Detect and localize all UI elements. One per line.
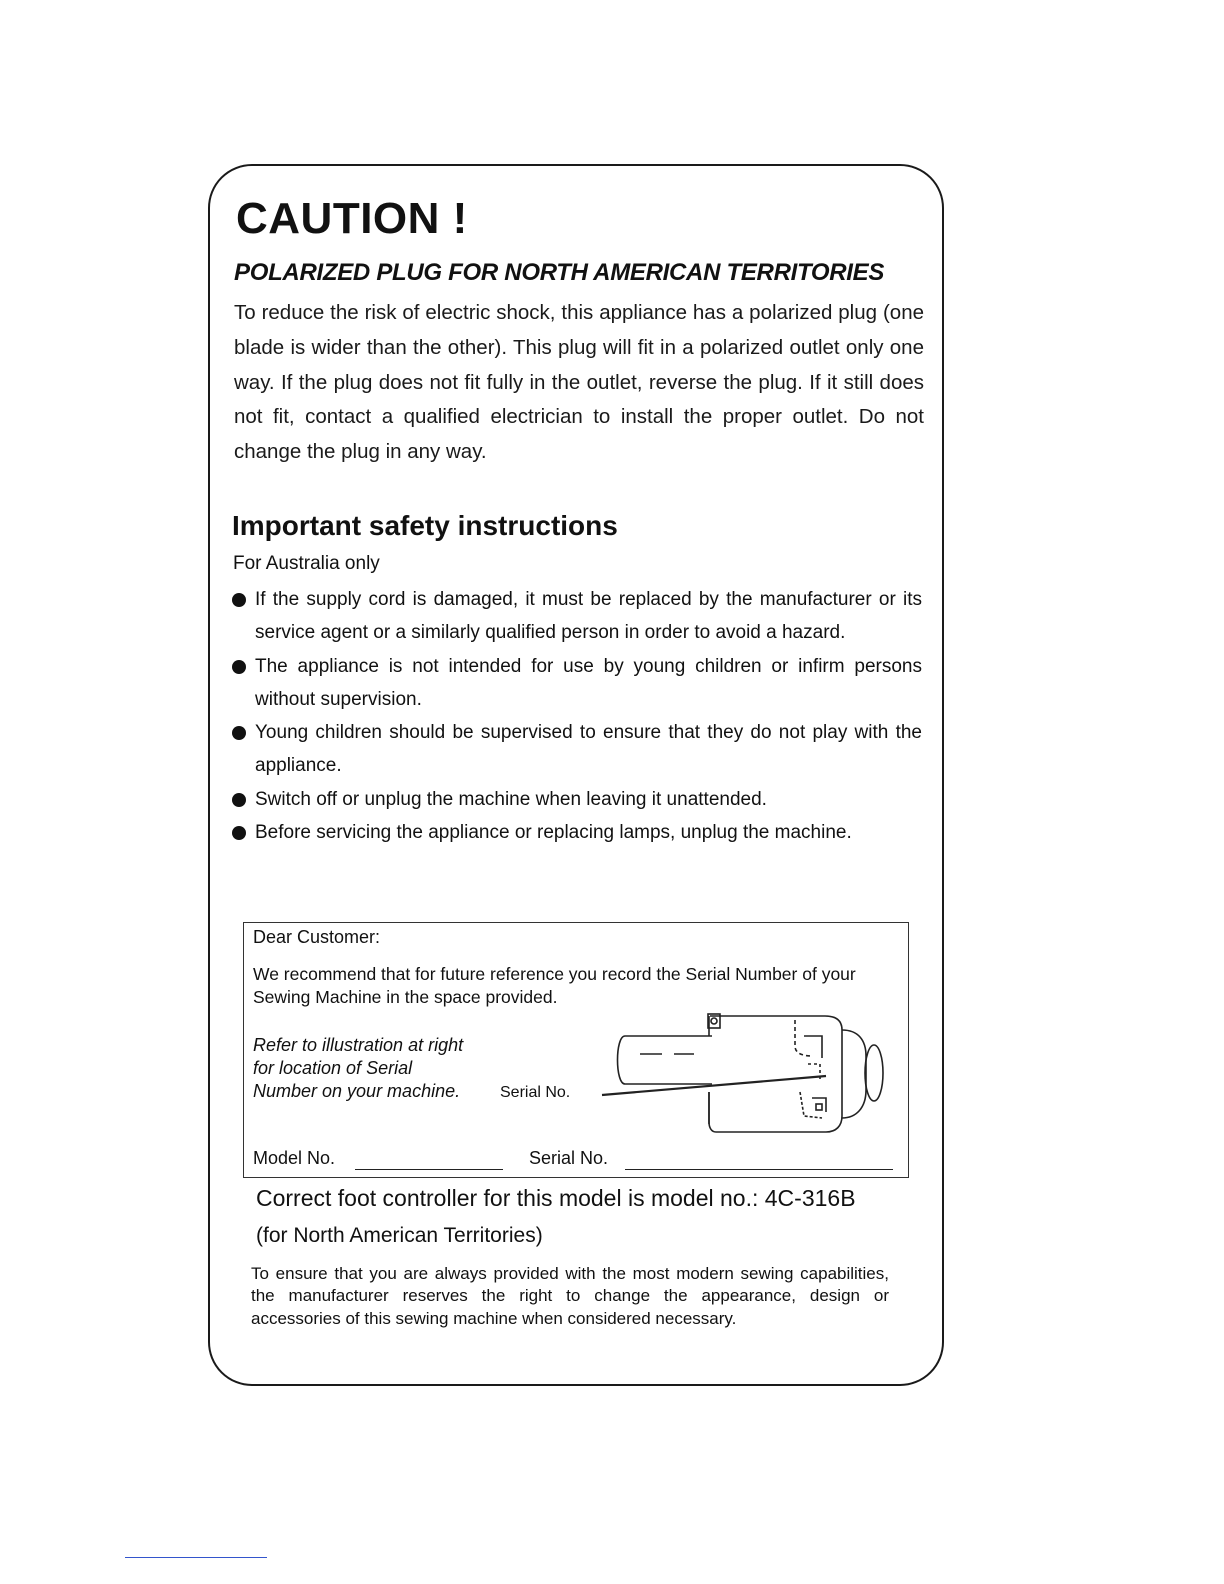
safety-item <box>232 816 922 849</box>
caution-title: CAUTION ! <box>236 194 468 243</box>
safety-item-text: The appliance is not intended for use by young children or infirm persons without supervision. <box>255 655 922 710</box>
region-note: For Australia only <box>233 553 380 574</box>
safety-heading: Important safety instructions <box>232 510 618 541</box>
footer-rule <box>125 1557 267 1558</box>
polarized-plug-heading: POLARIZED PLUG FOR NORTH AMERICAN TERRITORIES <box>234 259 885 286</box>
safety-item-text: Young children should be supervised to ensure that they do not play with the appliance. <box>255 722 922 777</box>
safety-item <box>232 650 922 717</box>
bullet-icon <box>232 726 246 740</box>
serial-number-label: Serial No. <box>529 1148 609 1168</box>
model-number-blank <box>355 1169 503 1170</box>
manufacturer-note: To ensure that you are always provided with the most modern sewing capabilities, the manufacturer reserves the right to change the appearance, design or accessories of this sewing machine when considered necessary. <box>251 1264 889 1328</box>
foot-controller-territories: (for North American Territories) <box>256 1224 543 1247</box>
safety-item <box>232 583 922 650</box>
polarized-plug-text: To reduce the risk of electric shock, this appliance has a polarized plug (one blade is wider than the other). This plug will fit in a polarized outlet only one way. If the plug does not fit fully in the outlet, reverse the plug. If it still does not fit, contact a qualified electrician to install the proper outlet. Do not change the plug in any way. <box>234 301 924 464</box>
bullet-icon <box>232 660 246 674</box>
bullet-icon <box>232 593 246 607</box>
serial-recommendation: We recommend that for future reference you record the Serial Number of your Sewing Machine in the space provided. <box>253 964 856 1007</box>
safety-item-text: If the supply cord is damaged, it must be replaced by the manufacturer or its service agent or a similarly qualified person in order to avoid a hazard. <box>255 589 922 644</box>
bullet-icon <box>232 826 246 840</box>
foot-controller-model: Correct foot controller for this model is model no.: 4C-316B <box>256 1185 856 1211</box>
illustration-reference: Refer to illustration at right for location of Serial Number on your machine. <box>253 1035 464 1101</box>
model-number-label: Model No. <box>253 1148 336 1168</box>
illustration-serial-label: Serial No. <box>500 1084 571 1101</box>
sewing-machine-icon <box>590 1006 890 1146</box>
customer-greeting: Dear Customer: <box>253 927 381 947</box>
serial-number-blank <box>625 1169 893 1170</box>
safety-item <box>232 783 922 816</box>
safety-item-text: Before servicing the appliance or replacing lamps, unplug the machine. <box>255 822 852 844</box>
safety-item <box>232 716 922 783</box>
safety-item-text: Switch off or unplug the machine when leaving it unattended. <box>255 788 767 810</box>
bullet-icon <box>232 793 246 807</box>
safety-list <box>232 583 922 849</box>
